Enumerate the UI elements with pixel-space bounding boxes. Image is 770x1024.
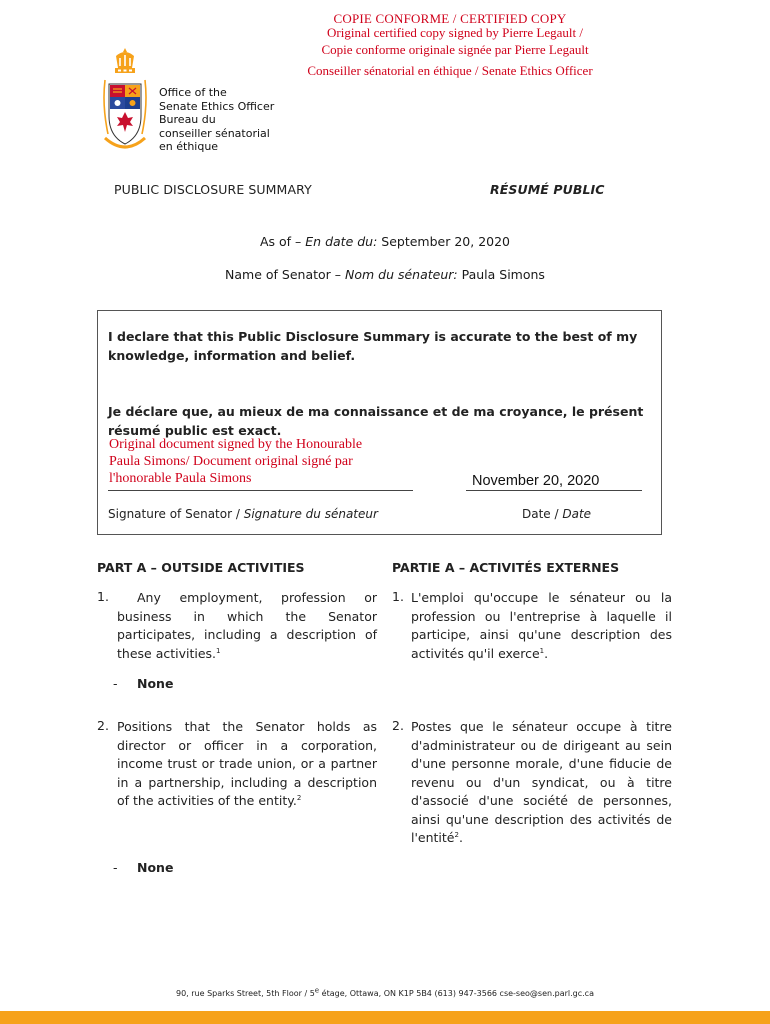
footnote-ref: 2 [296,793,302,802]
signature-label-fr: Signature du sénateur [243,507,378,521]
item1-body-en: Any employment, profession or business in which the Senator participates, including a description of these activities. [117,590,377,661]
item-number: 1. [97,589,109,604]
item2-answer-value: None [137,860,174,875]
item-number: 2. [97,718,109,733]
document-title-en: PUBLIC DISCLOSURE SUMMARY [114,182,312,197]
crown-icon [115,48,135,73]
footer-text: 90, rue Sparks Street, 5th Floor / 5 [176,989,315,998]
date-label-fr: Date [562,507,592,521]
signature-note [109,436,409,487]
declaration-text-en: I declare that this Public Disclosure Summary is accurate to the best of my knowledge, information and belief. [108,329,638,363]
as-of-date [0,234,770,249]
item1-answer-value: None [137,676,174,691]
item2-text-fr: Postes que le sénateur occupe à titre d'administrateur ou de dirigeant au sein d'une personne morale, d'une fiducie de revenu ou d'un syndicat, ou à titre d'associé d'une société de personnes, ainsi qu'une description des activités de l'entité$^2$. [411,719,672,845]
shield-icon [109,84,141,144]
senator-name-label-fr: Nom du sénateur: [345,267,458,282]
office-name-line: Office of the [159,86,227,99]
office-name-line: en éthique [159,140,219,153]
as-of-value: September 20, 2020 [377,234,511,249]
item-number: 1. [392,589,404,604]
as-of-label-fr: En date du: [305,234,378,249]
item2-body-en: Positions that the Senator holds as director or officer in a corporation, income trust or trade union, or a partner in a partnership, including a description of the activities of the entity. [117,719,377,808]
senator-name-label: Name of Senator – [225,267,345,282]
item-number: 2. [392,718,404,733]
office-name-line: conseiller sénatorial [159,126,270,140]
certified-copy-stamp-line: Original certified copy signed by Pierre Legault / [327,25,583,40]
signature-date: November 20, 2020 [472,473,600,489]
signature-note-line: Paula Simons/ Document original signé par [109,454,353,469]
part-a-heading-fr: PARTIE A – ACTIVITÉS EXTERNES [392,560,620,575]
footer-text: étage, Ottawa, ON K1P 5B4 (613) 947-3566 cse-seo@sen.parl.gc.ca [319,989,594,998]
signature-note-line: Original document signed by the Honourable [109,437,363,452]
office-name-line: Bureau du [159,113,216,126]
senator-name [0,267,770,282]
signature-line [108,490,413,491]
certified-copy-stamp-title: COPIE CONFORME / CERTIFIED COPY [333,11,567,26]
certified-copy-stamp-line: Copie conforme originale signée par Pierre Legault [321,42,589,57]
senate-coat-of-arms-logo [102,46,148,156]
office-name [159,86,274,154]
signature-label [108,507,378,521]
footnote-ref: 2 [454,830,459,839]
item2-body-fr: Postes que le sénateur occupe à titre d'administrateur ou de dirigeant au sein d'une personne morale, d'une fiducie de revenu ou d'un syndicat, ou à titre d'associé d'une société de personnes, ainsi qu'une description des activités de l'entité [411,719,672,845]
footer-accent-bar [0,1011,770,1024]
date-label-en: Date / [522,507,563,521]
footer-address [0,986,770,998]
item1-text-en [117,589,377,663]
item1-answer [113,676,173,691]
dash: - [113,676,118,691]
item1-body-fr: L'emploi qu'occupe le sénateur ou la profession ou l'entreprise à laquelle il participe, ainsi qu'une description des activités qu'il exerce [411,590,672,661]
footnote-ref: 1 [216,646,221,655]
declaration-text-fr: Je déclare que, au mieux de ma connaissance et de ma croyance, le présent résumé public est exact. [108,404,644,438]
footnote-ref: 1 [539,646,545,655]
date-line [466,490,642,491]
signature-note-line: l'honorable Paula Simons [109,471,252,486]
item1-text-fr: L'emploi qu'occupe le sénateur ou la profession ou l'entreprise à laquelle il participe, ainsi qu'une description des activités qu'il exerce$^1$. [411,590,672,661]
document-title-fr: RÉSUMÉ PUBLIC [490,182,605,197]
office-name-line: Senate Ethics Officer [159,99,275,113]
part-a-heading-en: PART A – OUTSIDE ACTIVITIES [97,560,305,575]
item2-text-en [117,718,377,811]
date-label [522,507,591,521]
as-of-label: As of – [259,234,306,249]
signature-label-en: Signature of Senator / [108,507,244,521]
certified-copy-stamp-officer: Conseiller sénatorial en éthique / Senate Ethics Officer [307,63,593,78]
footer-sup: e [314,986,320,995]
item2-answer [113,860,173,875]
dash: - [113,860,118,875]
senator-name-value: Paula Simons [457,267,545,282]
